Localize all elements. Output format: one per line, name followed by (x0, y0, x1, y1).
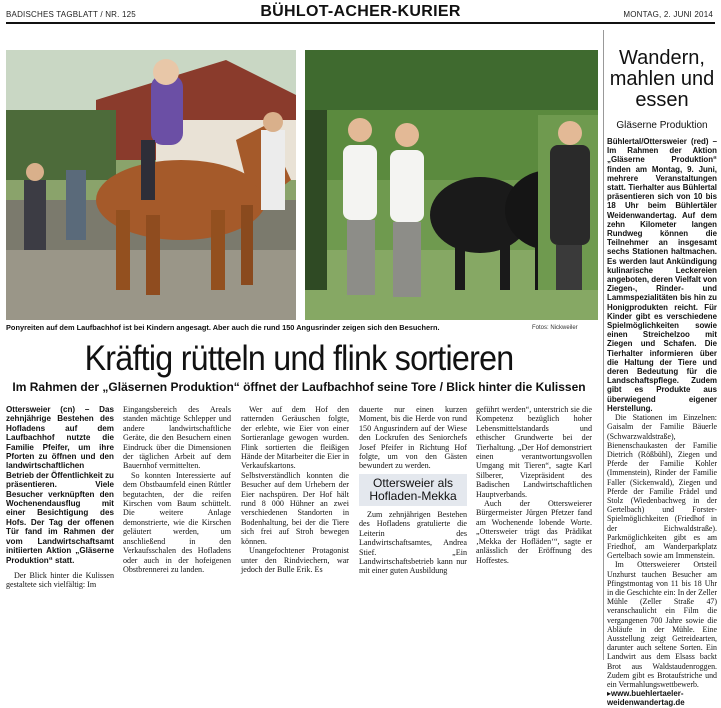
sidebar-url-text[interactable]: www.buehlertaeler-weidenwandertag.de (607, 689, 685, 708)
article-intermediate-heading: Ottersweier als Hofladen-Mekka (359, 474, 467, 506)
arrow-icon: ▸ (607, 689, 611, 699)
newspaper-section-title: BÜHLOT-ACHER-KURIER (260, 3, 461, 20)
article-paragraph: Auch der Ottersweierer Bürgermeister Jürgen Pfetzer fand am Wochenende lobende Worte. „Ottersweier trägt das Prädikat ‚Mekka der Hofläden‘“, sagte er anlässlich der Eröffnung des Hoffestes. (476, 499, 592, 565)
photo-caption: Ponyreiten auf dem Laufbachhof ist bei Kindern angesagt. Aber auch die rund 150 Angusrinder zeigen sich den Besuchern. (6, 323, 440, 332)
sidebar-divider (603, 30, 604, 660)
article-paragraph: geführt werden“, unterstrich sie die Kompetenz bezüglich hoher Lebensmittelstandards und ethischer Grundwerte bei der Tierhaltung. „Der Hof demonstriert einen verantwortungsvollen Umgang mit Tieren“, sagte Karl Silberer, Vizepräsident des Badischen Landwirtschaftlichen Hauptverbands. (476, 405, 592, 499)
article-paragraph: Eingangsbereich des Areals standen mächtige Schlepper und andere landwirtschaftliche Geräte, die den Besuchern einen Eindruck über die Dimensionen der täglichen Arbeit auf dem Bauernhof vermittelten. (123, 405, 231, 471)
article-column-4 (359, 405, 467, 471)
article-paragraph: Der Blick hinter die Kulissen gestaltete sich vielfältig: Im (6, 570, 114, 590)
sidebar-lead: Bühlertal/Ottersweier (red) – Im Rahmen der Aktion „Gläserne Produktion“ finden am Montag, 9. Juni, mehrere Veranstaltungen statt. Tierhalter aus Bühlertal präsentieren sich von 10 bis 18 Uhr beim Bühlertäler Weidenwandertag. Auf dem zehn Kilometer langen Rundweg können die Teilnehmer an insgesamt sechs Stationen haltmachen. Es werden laut Ankündigung kulinarische Leckereien angeboten, deren Vielfalt von Ziegen-, Rinder- und Lammspezialitäten bis hin zu Honigprodukten reicht. Für Kinder gibt es verschiedene Spielmöglichkeiten sowie einen Streichelzoo mit Ziegen und Schafen. Die Tierhalter informieren über die Haltung der Tiere und deren Bedeutung für die Landschaftspflege. Zudem gibt es Produkte aus überwiegend eigener Herstellung. (607, 137, 717, 413)
article-paragraph: Zum zehnjährigen Bestehen des Hofladens gratulierte die Leiterin des Landwirtschaftsamtes, Andrea Stief. „Ein Landwirtschaftsbetrieb kann nur mit einer guten Ausbildung (359, 510, 467, 576)
photo-pony-ride (6, 50, 296, 320)
sidebar-paragraph: Die Stationen im Einzelnen: Gaisalm der Familie Bäuerle (Schwarzwaldstraße), Bienenschaukasten der Familie Dietrich (Rößbühl), Ziegen und Pferde der Familie Kohler (Immenstein), Rinder der Familie Faller (Sickenwald), Ziegen und Pferde der Familie Frädel und Stolz (Wiedenbachweg in der Gertelbach) und Forster-Spielmöglichkeiten (Friedhof in der Eichwaldstraße). Parkmöglichkeiten gibt es am Friedhof, am Wanderparkplatz Gertelbach sowie am Immenstein. (607, 413, 717, 561)
sidebar-photo-woman (538, 115, 598, 290)
article-paragraph: dauerte nur einen kurzen Moment, bis die Herde von rund 150 Angusrindern auf der Wiese den Lockrufen des Seniorchefs Josef Pfeifer in Richtung Hof folgte, um von den Gästen bewundert zu werden. (359, 405, 467, 471)
article-headline: Kräftig rütteln und flink sortieren (84, 339, 514, 378)
photo-credit: Fotos: Nickweiler (532, 325, 578, 331)
header-rule (6, 22, 715, 24)
header-issue: BADISCHES TAGBLATT / NR. 125 (6, 10, 136, 19)
header-date: MONTAG, 2. JUNI 2014 (623, 10, 713, 19)
sidebar-paragraph: Im Ottersweierer Ortsteil Unzhurst tauchen Besucher am Pfingstmontag von 11 bis 18 Uhr in die Geschichte ein: In der Zeller Mühle (Zeller Straße 47) veranschaulicht ein Film die vergangenen 700 Jahre sowie die Abläufe in der Mühle. Eine Ausstellung zeigt Getreidearten, darunter auch seltene Sorten. Ein Landwirt aus dem Elsass backt Brot aus Waldstaudenroggen. Zudem gibt es Brotaufstriche und ein Vermahlungswettbewerb. (607, 560, 717, 689)
article-paragraph: Wer auf dem Hof den ratternden Geräuschen folgte, der erlebte, wie Eier von einer Sortieranlage gewogen wurden. Flink sortierten die fleißigen Hände der Mitarbeiter die Eier in Verkaufskartons. Selbstverständlich konnten die Besucher auf dem Urhebern der Eier nachspüren. Der Hof hält rund 8 000 Hühner an zwei verschiedenen Standorten in Bodenhaltung, bei der die Tiere sich frei auf Stroh bewegen können. (241, 405, 349, 546)
sidebar-title: Wandern, mahlen und essen (609, 47, 715, 111)
sidebar-url[interactable] (607, 689, 717, 707)
article-column-3 (241, 405, 349, 574)
article-lead: Ottersweier (cn) – Das zehnjährige Bestehen des Hofladens auf dem Laufbachhof nutzte die Familie Pfeifer, um ihre Pforten zu öffnen und den landwirtschaftlichen Betrieb der Öffentlichkeit zu präsentieren. Viele Besucher verknüpften den Wochenendausflug mit einer Besichtigung des Hofs. Der Tag der offenen Tür fand im Rahmen der vom Landwirtschaftsamt initiierten Aktion „Gläserne Produktion“ statt. (6, 405, 114, 565)
article-column-1 (6, 405, 114, 590)
sidebar-text (607, 137, 717, 708)
article-column-5 (476, 405, 592, 565)
article-column-2 (123, 405, 231, 574)
article-subhead: Im Rahmen der „Gläsernen Produktion“ öffnet der Laufbachhof seine Tore / Blick hinter die Kulissen (12, 380, 586, 394)
sidebar-subtitle: Gläserne Produktion (616, 120, 708, 131)
article-column-4-bottom (359, 510, 467, 576)
article-paragraph: So konnten Interessierte auf dem Obstbaumfeld einen Rüttler begutachten, der die reifen Kirschen vom Baum schüttelt. Die weitere Anlage demonstrierte, wie die Kirschen geläutert werden, um anschließend in den Verkaufsschalen des Hofladens oder auch in der hofeigenen Obstbrennerei zu landen. (123, 470, 231, 574)
article-paragraph: Unangefochtener Protagonist unter den Rindviechern, war jedoch der Bulle Erik. Es (241, 546, 349, 574)
